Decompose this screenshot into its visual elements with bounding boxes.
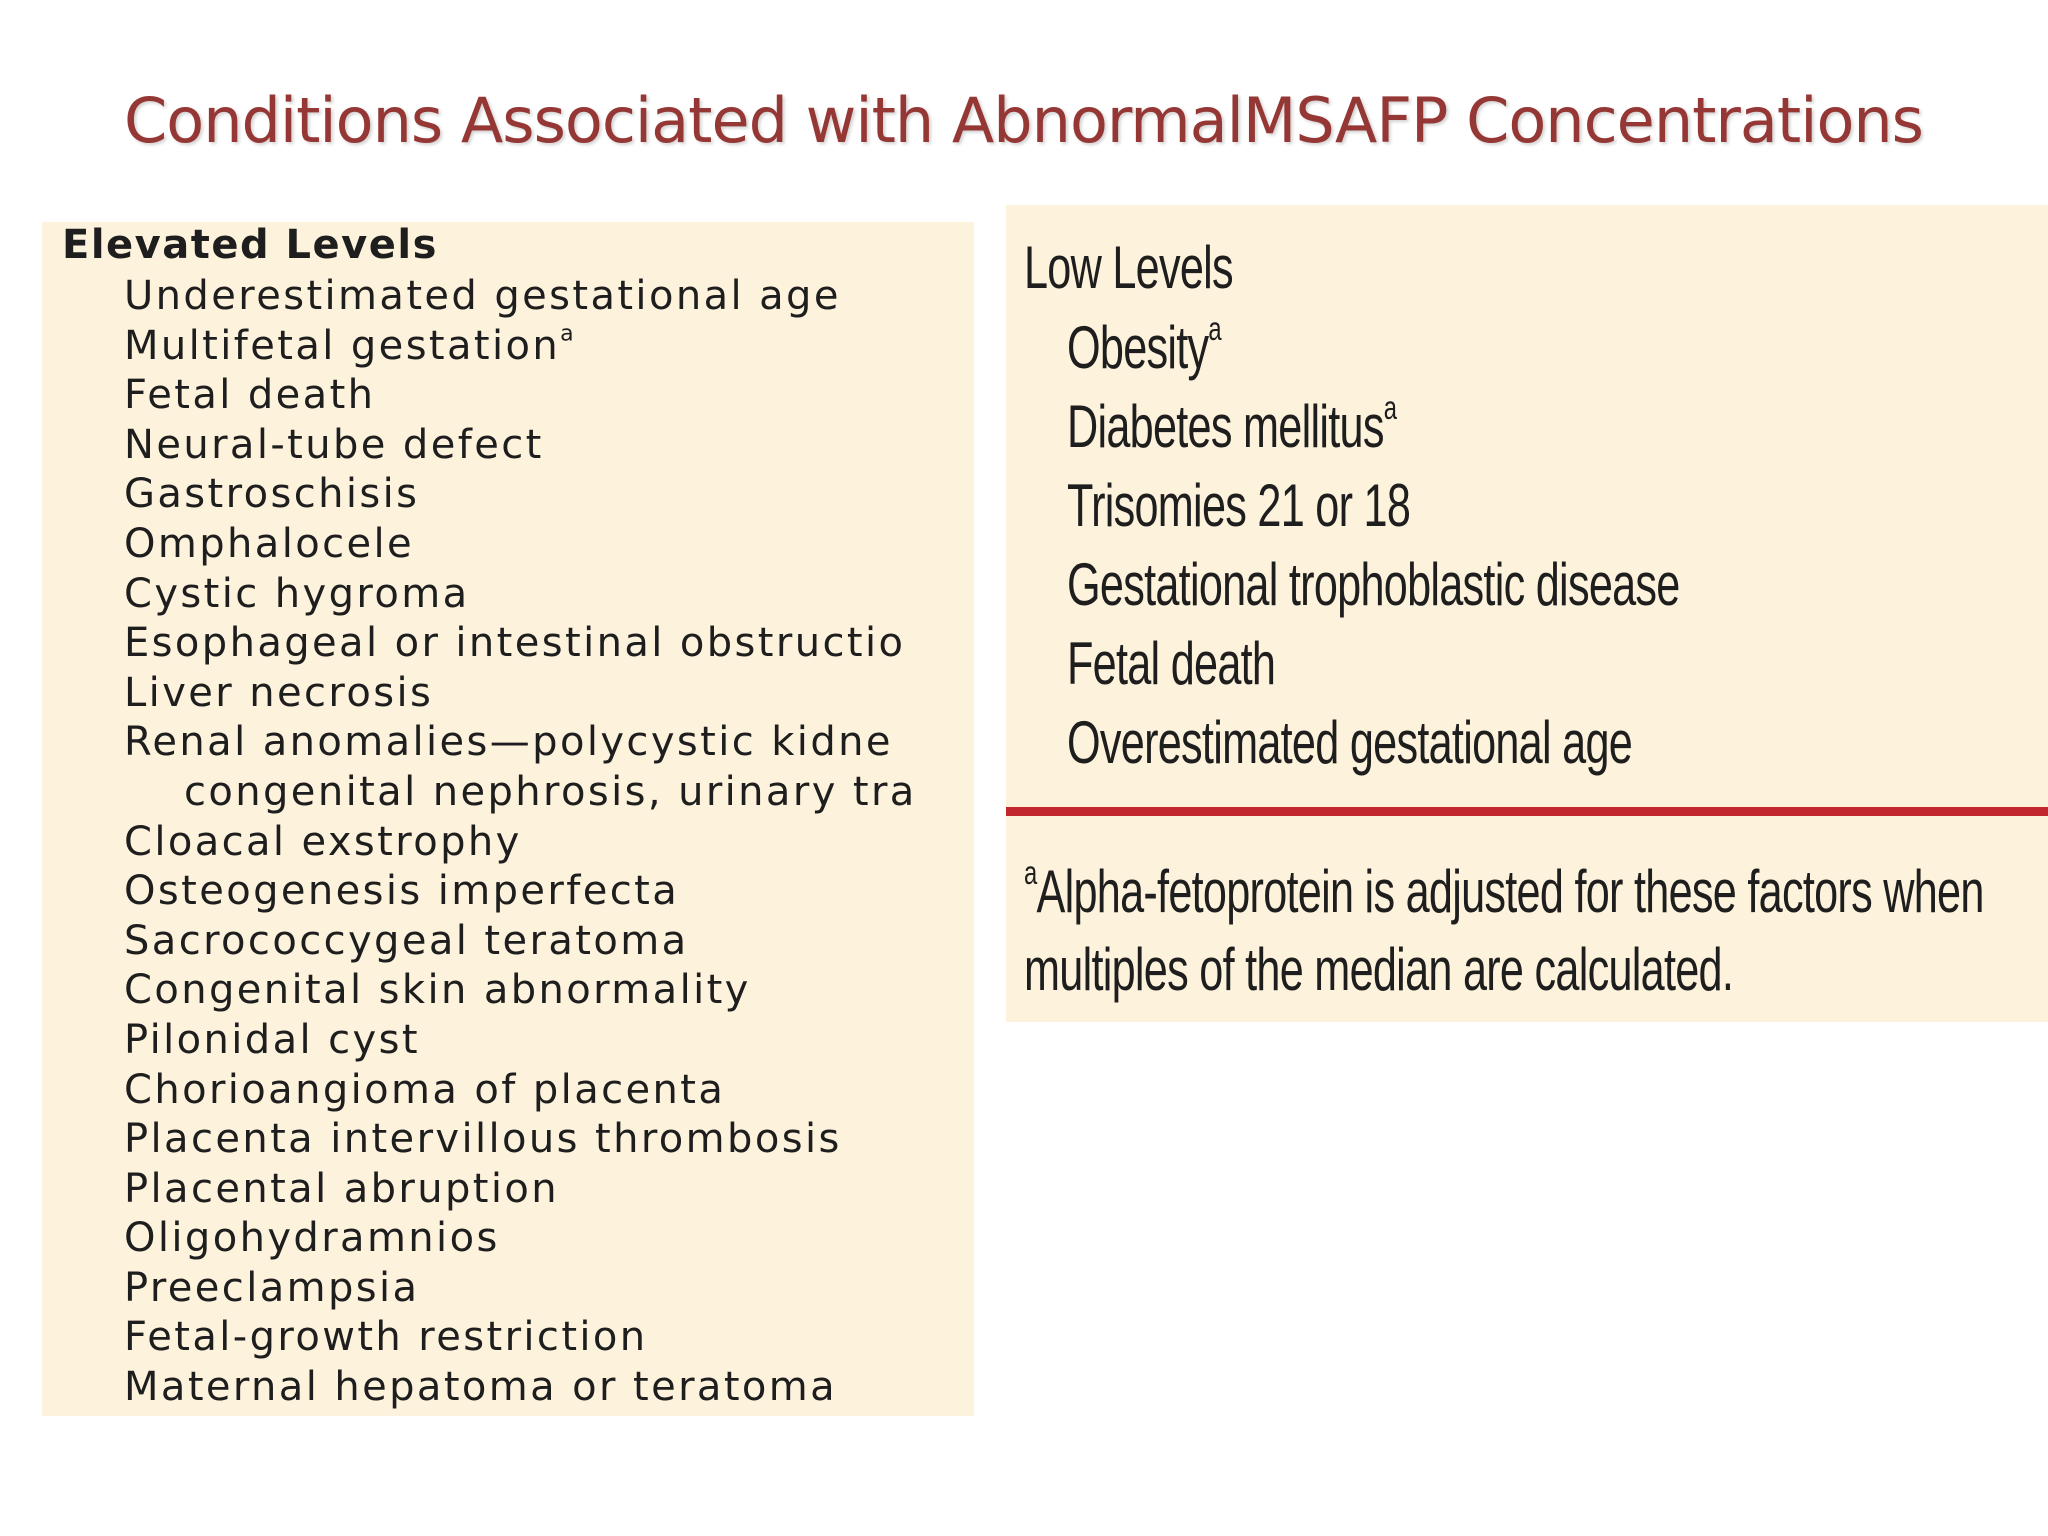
elevated-level-item-text: Sacrococcygeal teratoma — [124, 917, 689, 964]
elevated-level-item-text: Placental abruption — [124, 1165, 560, 1212]
low-levels-list — [1067, 308, 1918, 782]
footnote-divider — [1006, 807, 2048, 816]
footnote-marker: a — [1208, 309, 1221, 347]
elevated-level-item — [124, 1264, 917, 1314]
low-level-item-text: Fetal death — [1067, 630, 1276, 697]
elevated-level-item — [124, 917, 917, 967]
low-level-item — [1067, 703, 1680, 782]
low-level-item-text: Overestimated gestational age — [1067, 709, 1633, 776]
elevated-level-item — [124, 1016, 917, 1066]
elevated-level-item-text: Omphalocele — [124, 520, 415, 567]
elevated-levels-list — [124, 272, 917, 1413]
elevated-level-item-text: Multifetal gestation — [124, 322, 561, 369]
elevated-level-item-text: Oligohydramnios — [124, 1215, 500, 1262]
elevated-level-item-text: Placenta intervillous thrombosis — [124, 1116, 842, 1163]
low-levels-panel — [1006, 205, 2048, 1022]
elevated-level-item — [124, 470, 917, 520]
footnote-marker: a — [560, 320, 577, 346]
low-level-item-text: Obesity — [1067, 314, 1209, 381]
elevated-level-item — [124, 867, 917, 917]
elevated-level-item — [124, 1115, 917, 1165]
footnote-text-1: Alpha-fetoprotein is adjusted for these factors when — [1036, 858, 1984, 925]
elevated-level-item — [124, 768, 917, 818]
elevated-level-item — [124, 570, 917, 620]
elevated-levels-panel — [42, 222, 974, 1416]
elevated-level-item-text: Fetal-growth restriction — [124, 1314, 648, 1361]
elevated-level-item — [124, 1214, 917, 1264]
footnote-line-2: multiples of the median are calculated. — [1024, 936, 1734, 1003]
low-level-item — [1067, 545, 1680, 624]
elevated-level-item-text: Gastroschisis — [124, 471, 420, 518]
low-level-item — [1067, 466, 1680, 545]
elevated-level-item — [124, 718, 917, 768]
low-level-item — [1067, 624, 1680, 703]
elevated-level-item — [124, 421, 917, 471]
elevated-level-item-text: congenital nephrosis, urinary tra — [184, 768, 917, 815]
elevated-level-item — [124, 669, 917, 719]
elevated-level-item — [124, 1066, 917, 1116]
elevated-level-item — [124, 272, 917, 322]
elevated-level-item — [124, 966, 917, 1016]
low-level-item-text: Diabetes mellitus — [1067, 393, 1384, 460]
elevated-level-item-text: Osteogenesis imperfecta — [124, 868, 680, 915]
elevated-level-item-text: Fetal death — [124, 372, 376, 419]
elevated-level-item-text: Renal anomalies—polycystic kidne — [124, 719, 893, 766]
elevated-level-item — [124, 1363, 917, 1413]
elevated-level-item — [124, 322, 917, 372]
elevated-level-item — [124, 371, 917, 421]
elevated-level-item-text: Chorioangioma of placenta — [124, 1066, 726, 1113]
elevated-level-item — [124, 619, 917, 669]
table-footnote — [1024, 853, 2032, 1009]
elevated-level-item-text: Esophageal or intestinal obstructio — [124, 620, 906, 667]
low-levels-heading: Low Levels — [1024, 234, 1233, 301]
low-level-item-text: Gestational trophoblastic disease — [1067, 551, 1680, 618]
footnote-marker: a — [1383, 388, 1397, 426]
low-level-item — [1067, 308, 1680, 387]
elevated-level-item — [124, 1165, 917, 1215]
slide-title: Conditions Associated with AbnormalMSAFP Concentrations — [124, 84, 1923, 157]
footnote-marker: a — [1024, 853, 1037, 891]
elevated-level-item-text: Neural-tube defect — [124, 421, 544, 468]
elevated-level-item — [124, 818, 917, 868]
elevated-level-item-text: Liver necrosis — [124, 669, 434, 716]
elevated-level-item-text: Congenital skin abnormality — [124, 967, 751, 1014]
elevated-level-item — [124, 1313, 917, 1363]
low-level-item — [1067, 387, 1680, 466]
elevated-level-item-text: Maternal hepatoma or teratoma — [124, 1364, 838, 1411]
elevated-level-item-text: Cystic hygroma — [124, 570, 470, 617]
footnote-line-1 — [1024, 853, 2032, 931]
elevated-level-item-text: Cloacal exstrophy — [124, 818, 522, 865]
elevated-level-item — [124, 520, 917, 570]
elevated-level-item-text: Preeclampsia — [124, 1264, 420, 1311]
elevated-level-item-text: Pilonidal cyst — [124, 1016, 420, 1063]
elevated-levels-heading: Elevated Levels — [62, 222, 438, 268]
low-level-item-text: Trisomies 21 or 18 — [1067, 472, 1411, 539]
elevated-level-item-text: Underestimated gestational age — [124, 273, 841, 319]
